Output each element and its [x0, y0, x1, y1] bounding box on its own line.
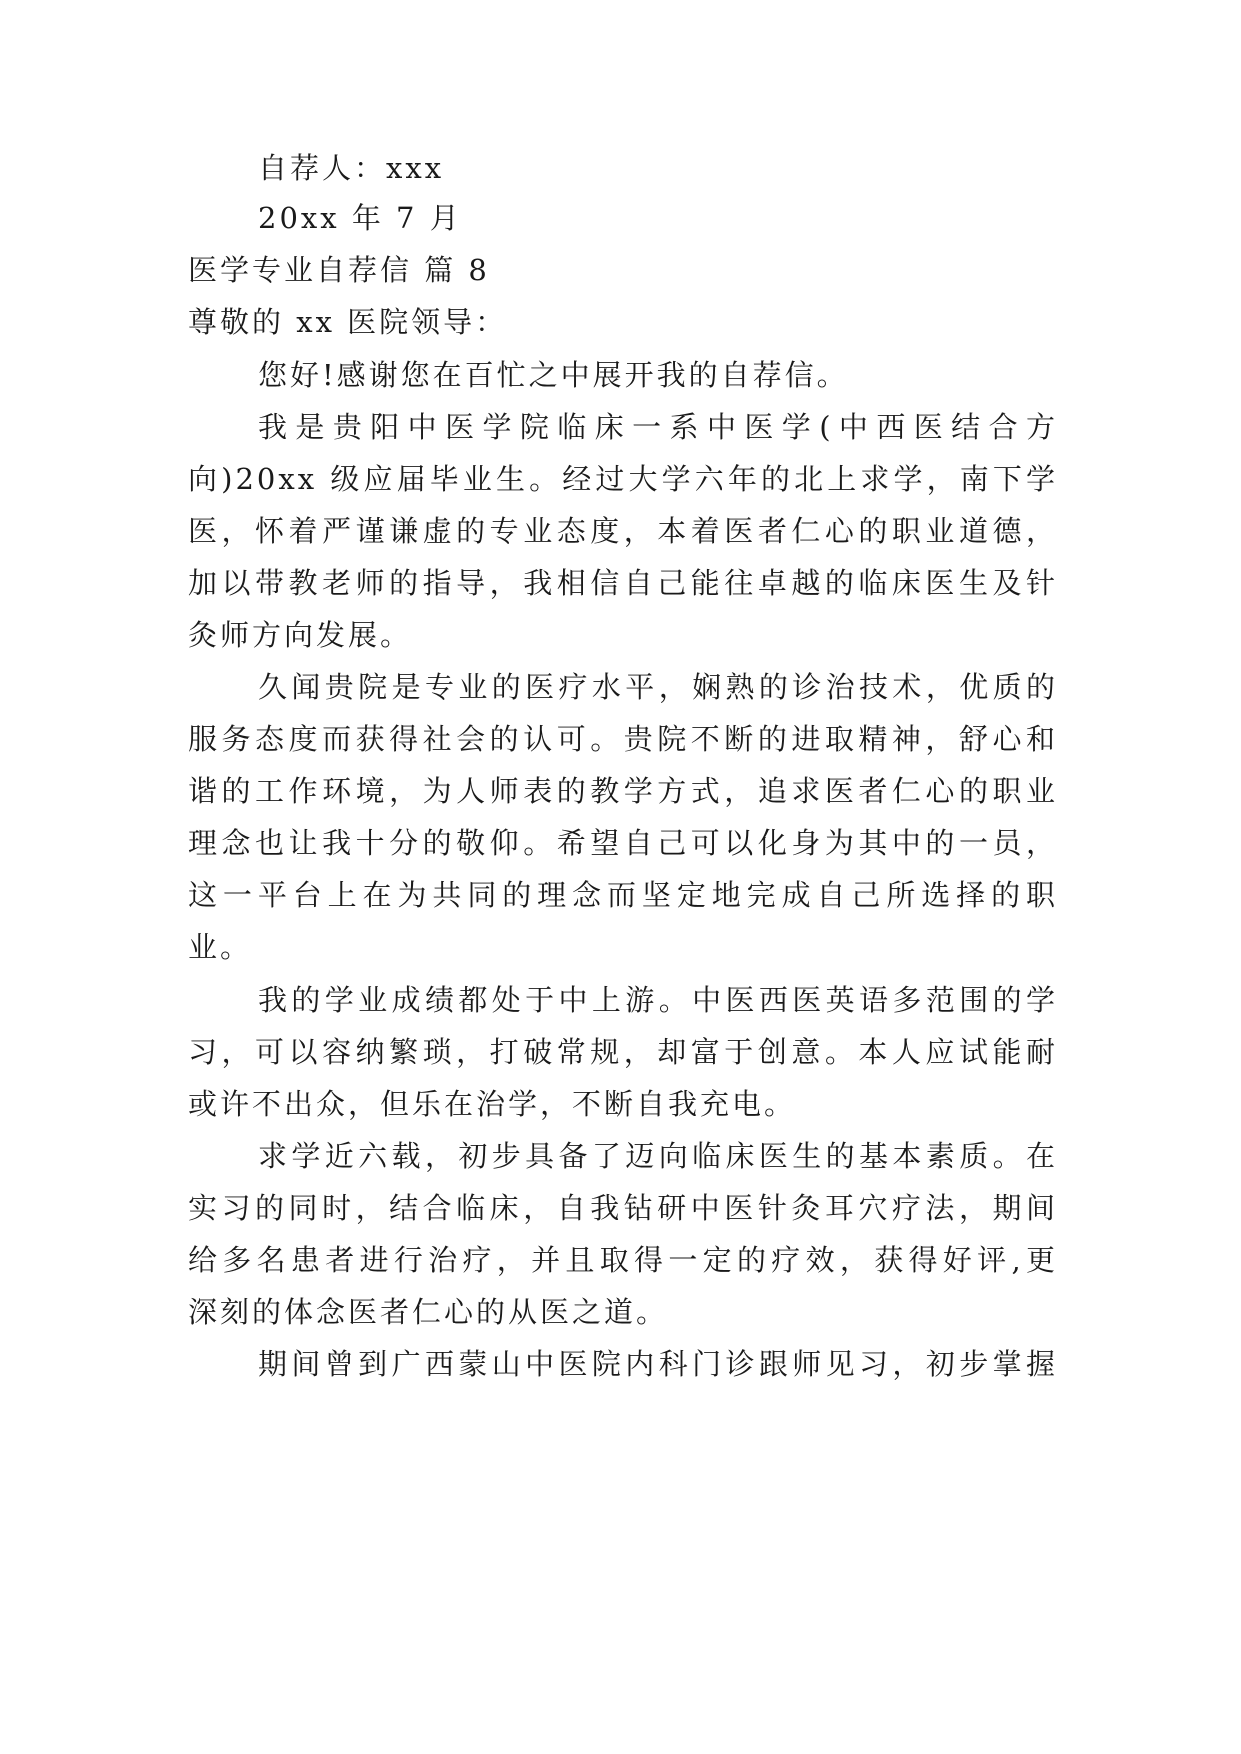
paragraph-line: 服务态度而获得社会的认可。贵院不断的进取精神，舒心和	[188, 722, 1058, 756]
paragraph-line: 您好!感谢您在百忙之中展开我的自荐信。	[258, 358, 849, 392]
salutation: 尊敬的 xx 医院领导：	[188, 305, 508, 339]
paragraph-line: 或许不出众，但乐在治学，不断自我充电。	[188, 1087, 797, 1121]
paragraph-line: 习，可以容纳繁琐，打破常规，却富于创意。本人应试能耐	[188, 1035, 1058, 1069]
paragraph-line: 谐的工作环境，为人师表的教学方式，追求医者仁心的职业	[188, 774, 1058, 808]
paragraph-line: 灸师方向发展。	[188, 618, 413, 652]
date-line: 20xx 年 7 月	[258, 201, 462, 235]
paragraph-line: 向)20xx 级应届毕业生。经过大学六年的北上求学，南下学	[188, 462, 1058, 496]
paragraph-line: 加以带教老师的指导，我相信自己能往卓越的临床医生及针	[188, 566, 1058, 600]
signature-line: 自荐人：xxx	[258, 151, 445, 185]
paragraph-line: 深刻的体念医者仁心的从医之道。	[188, 1295, 669, 1329]
paragraph-line: 实习的同时，结合临床，自我钻研中医针灸耳穴疗法，期间	[188, 1191, 1058, 1225]
paragraph-line: 期间曾到广西蒙山中医院内科门诊跟师见习，初步掌握	[258, 1347, 1058, 1381]
paragraph-line: 这一平台上在为共同的理念而坚定地完成自己所选择的职	[188, 878, 1058, 912]
paragraph-line: 医，怀着严谨谦虚的专业态度，本着医者仁心的职业道德，	[188, 514, 1058, 548]
paragraph-line: 久闻贵院是专业的医疗水平，娴熟的诊治技术，优质的	[258, 670, 1058, 704]
paragraph-line: 给多名患者进行治疗，并且取得一定的疗效，获得好评,更	[188, 1243, 1058, 1277]
letter-title: 医学专业自荐信 篇 8	[188, 253, 490, 287]
paragraph-line: 理念也让我十分的敬仰。希望自己可以化身为其中的一员，	[188, 826, 1058, 860]
paragraph-line: 业。	[188, 930, 253, 964]
paragraph-line: 我是贵阳中医学院临床一系中医学(中西医结合方	[258, 410, 1058, 444]
paragraph-line: 我的学业成绩都处于中上游。中医西医英语多范围的学	[258, 983, 1058, 1017]
paragraph-line: 求学近六载，初步具备了迈向临床医生的基本素质。在	[258, 1139, 1058, 1173]
